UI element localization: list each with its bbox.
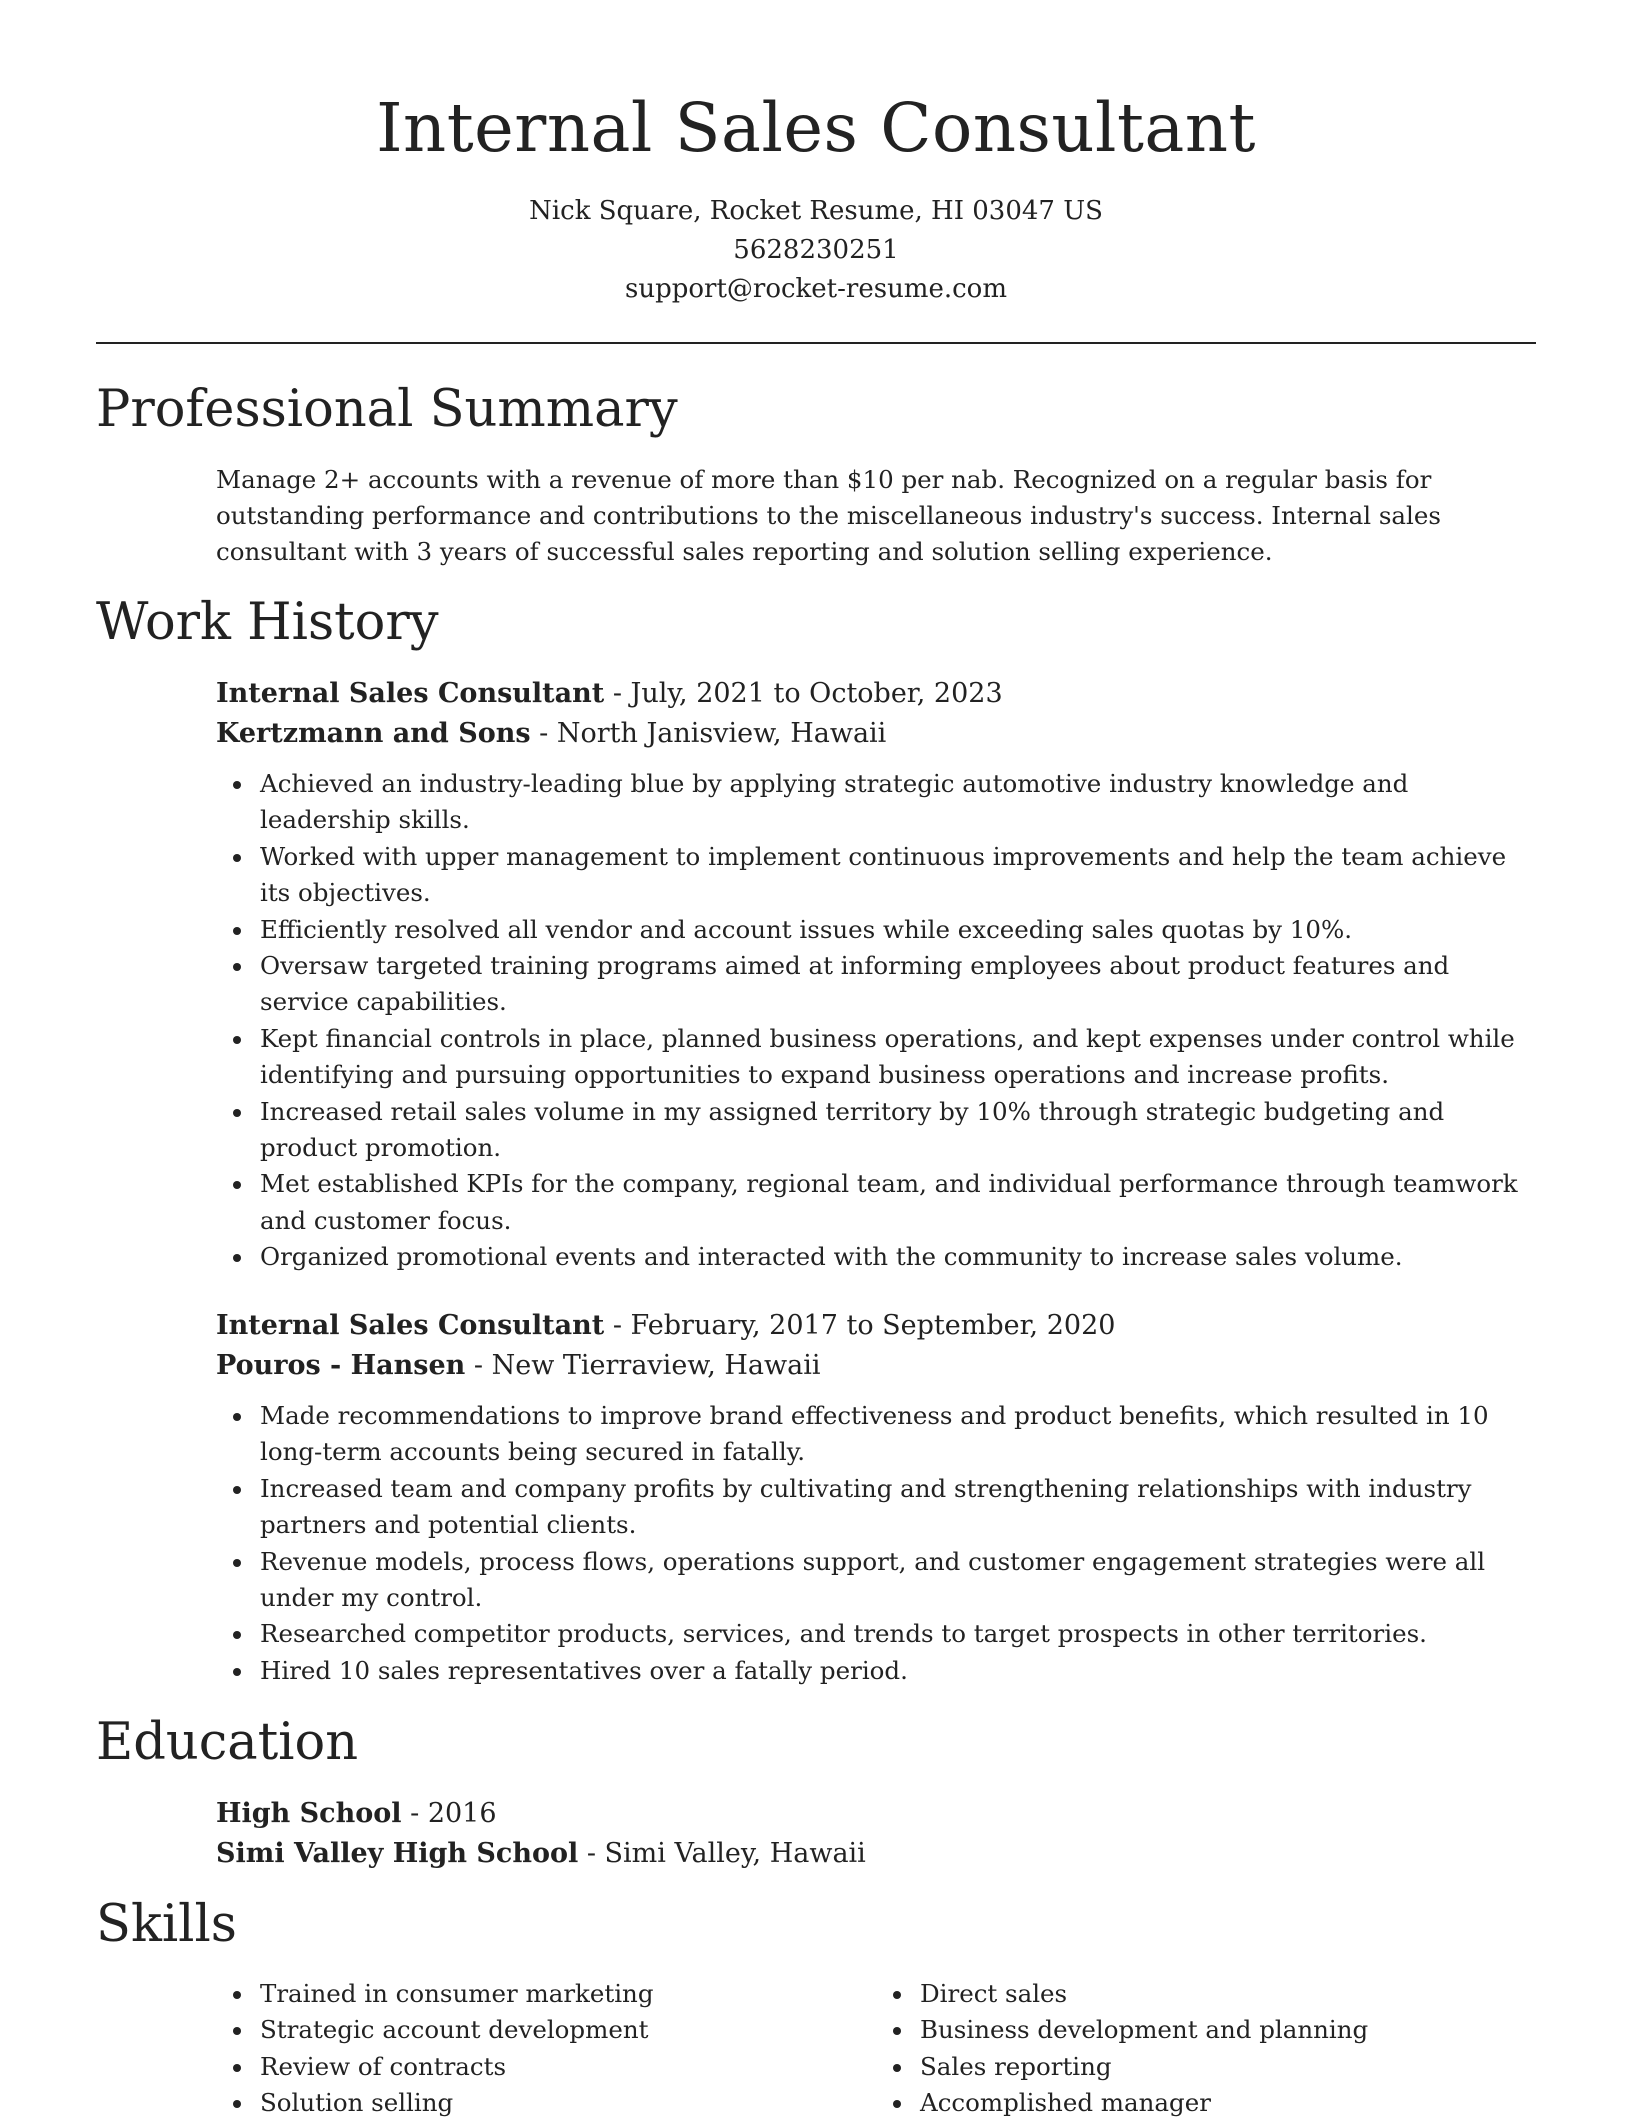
job-bullets xyxy=(216,766,1536,1276)
list-item: Made recommendations to improve brand effectiveness and product benefits, which resulted in 10 long-term accounts being secured in fatally. xyxy=(260,1398,1536,1471)
list-item: Increased team and company profits by cultivating and strengthening relationships with industry partners and potential clients. xyxy=(260,1471,1536,1544)
education-school: Simi Valley High School xyxy=(216,1838,579,1869)
list-item: Hired 10 sales representatives over a fatally period. xyxy=(260,1653,1536,1689)
education-heading: Education xyxy=(96,1713,359,1772)
list-item: Solution selling xyxy=(260,2085,876,2121)
list-item: Researched competitor products, services, and trends to target prospects in other territories. xyxy=(260,1616,1536,1652)
header-divider xyxy=(96,342,1536,344)
resume-title: Internal Sales Consultant xyxy=(376,89,1256,167)
job-company-line xyxy=(216,714,1536,754)
job-company-line xyxy=(216,1346,1536,1386)
contact-address: Nick Square, Rocket Resume, HI 03047 US xyxy=(529,196,1103,226)
list-item: Increased retail sales volume in my assigned territory by 10% through strategic budgeting and product promotion. xyxy=(260,1094,1536,1167)
job-bullets xyxy=(216,1398,1536,1689)
list-item: Efficiently resolved all vendor and account issues while exceeding sales quotas by 10%. xyxy=(260,912,1536,948)
list-item: Revenue models, process flows, operations support, and customer engagement strategies were all under my control. xyxy=(260,1544,1536,1617)
job-title-line xyxy=(216,674,1536,714)
list-item: Oversaw targeted training programs aimed at informing employees about product features and service capabilities. xyxy=(260,948,1536,1021)
education-entry xyxy=(216,1794,1536,1874)
list-item: Strategic account development xyxy=(260,2012,876,2048)
skills-columns xyxy=(216,1976,1536,2122)
job-title: Internal Sales Consultant xyxy=(216,1310,605,1341)
education-location: - Simi Valley, Hawaii xyxy=(578,1838,866,1869)
skills-right-list xyxy=(876,1976,1536,2122)
list-item: Sales reporting xyxy=(920,2049,1536,2085)
job-dates: - July, 2021 to October, 2023 xyxy=(604,678,1003,709)
list-item: Business development and planning xyxy=(920,2012,1536,2048)
job-company: Pouros - Hansen xyxy=(216,1350,466,1381)
education-school-line xyxy=(216,1834,1536,1874)
job-location: - North Janisview, Hawaii xyxy=(530,718,887,749)
job-company: Kertzmann and Sons xyxy=(216,718,531,749)
education-year: - 2016 xyxy=(401,1798,497,1829)
list-item: Accomplished manager xyxy=(920,2085,1536,2121)
skills-heading: Skills xyxy=(96,1895,237,1954)
resume-header xyxy=(0,0,1632,309)
education-degree: High School xyxy=(216,1798,402,1829)
list-item: Met established KPIs for the company, regional team, and individual performance through teamwork and customer focus. xyxy=(260,1166,1536,1239)
summary-text: Manage 2+ accounts with a revenue of more than $10 per nab. Recognized on a regular basis for outstanding performance and contributions to the miscellaneous industry's success. Internal sales consultant with 3 years of successful sales reporting and solution selling experience. xyxy=(216,465,1441,566)
work-history-heading: Work History xyxy=(96,593,439,652)
summary-heading: Professional Summary xyxy=(96,380,678,439)
job-entry xyxy=(216,1306,1536,1689)
list-item: Review of contracts xyxy=(260,2049,876,2085)
skills-left-list xyxy=(216,1976,876,2122)
list-item: Worked with upper management to implement continuous improvements and help the team achieve its objectives. xyxy=(260,839,1536,912)
list-item: Trained in consumer marketing xyxy=(260,1976,876,2012)
list-item: Kept financial controls in place, planned business operations, and kept expenses under control while identifying and pursuing opportunities to expand business operations and increase profits. xyxy=(260,1021,1536,1094)
job-title: Internal Sales Consultant xyxy=(216,678,605,709)
job-entry xyxy=(216,674,1536,1276)
list-item: Organized promotional events and interacted with the community to increase sales volume. xyxy=(260,1239,1536,1275)
job-dates: - February, 2017 to September, 2020 xyxy=(604,1310,1116,1341)
contact-email: support@rocket-resume.com xyxy=(624,274,1007,304)
list-item: Direct sales xyxy=(920,1976,1536,2012)
contact-block xyxy=(0,192,1632,309)
job-location: - New Tierraview, Hawaii xyxy=(465,1350,821,1381)
job-title-line xyxy=(216,1306,1536,1346)
contact-phone: 5628230251 xyxy=(733,235,899,265)
list-item: Achieved an industry-leading blue by applying strategic automotive industry knowledge and leadership skills. xyxy=(260,766,1536,839)
education-degree-line xyxy=(216,1794,1536,1834)
